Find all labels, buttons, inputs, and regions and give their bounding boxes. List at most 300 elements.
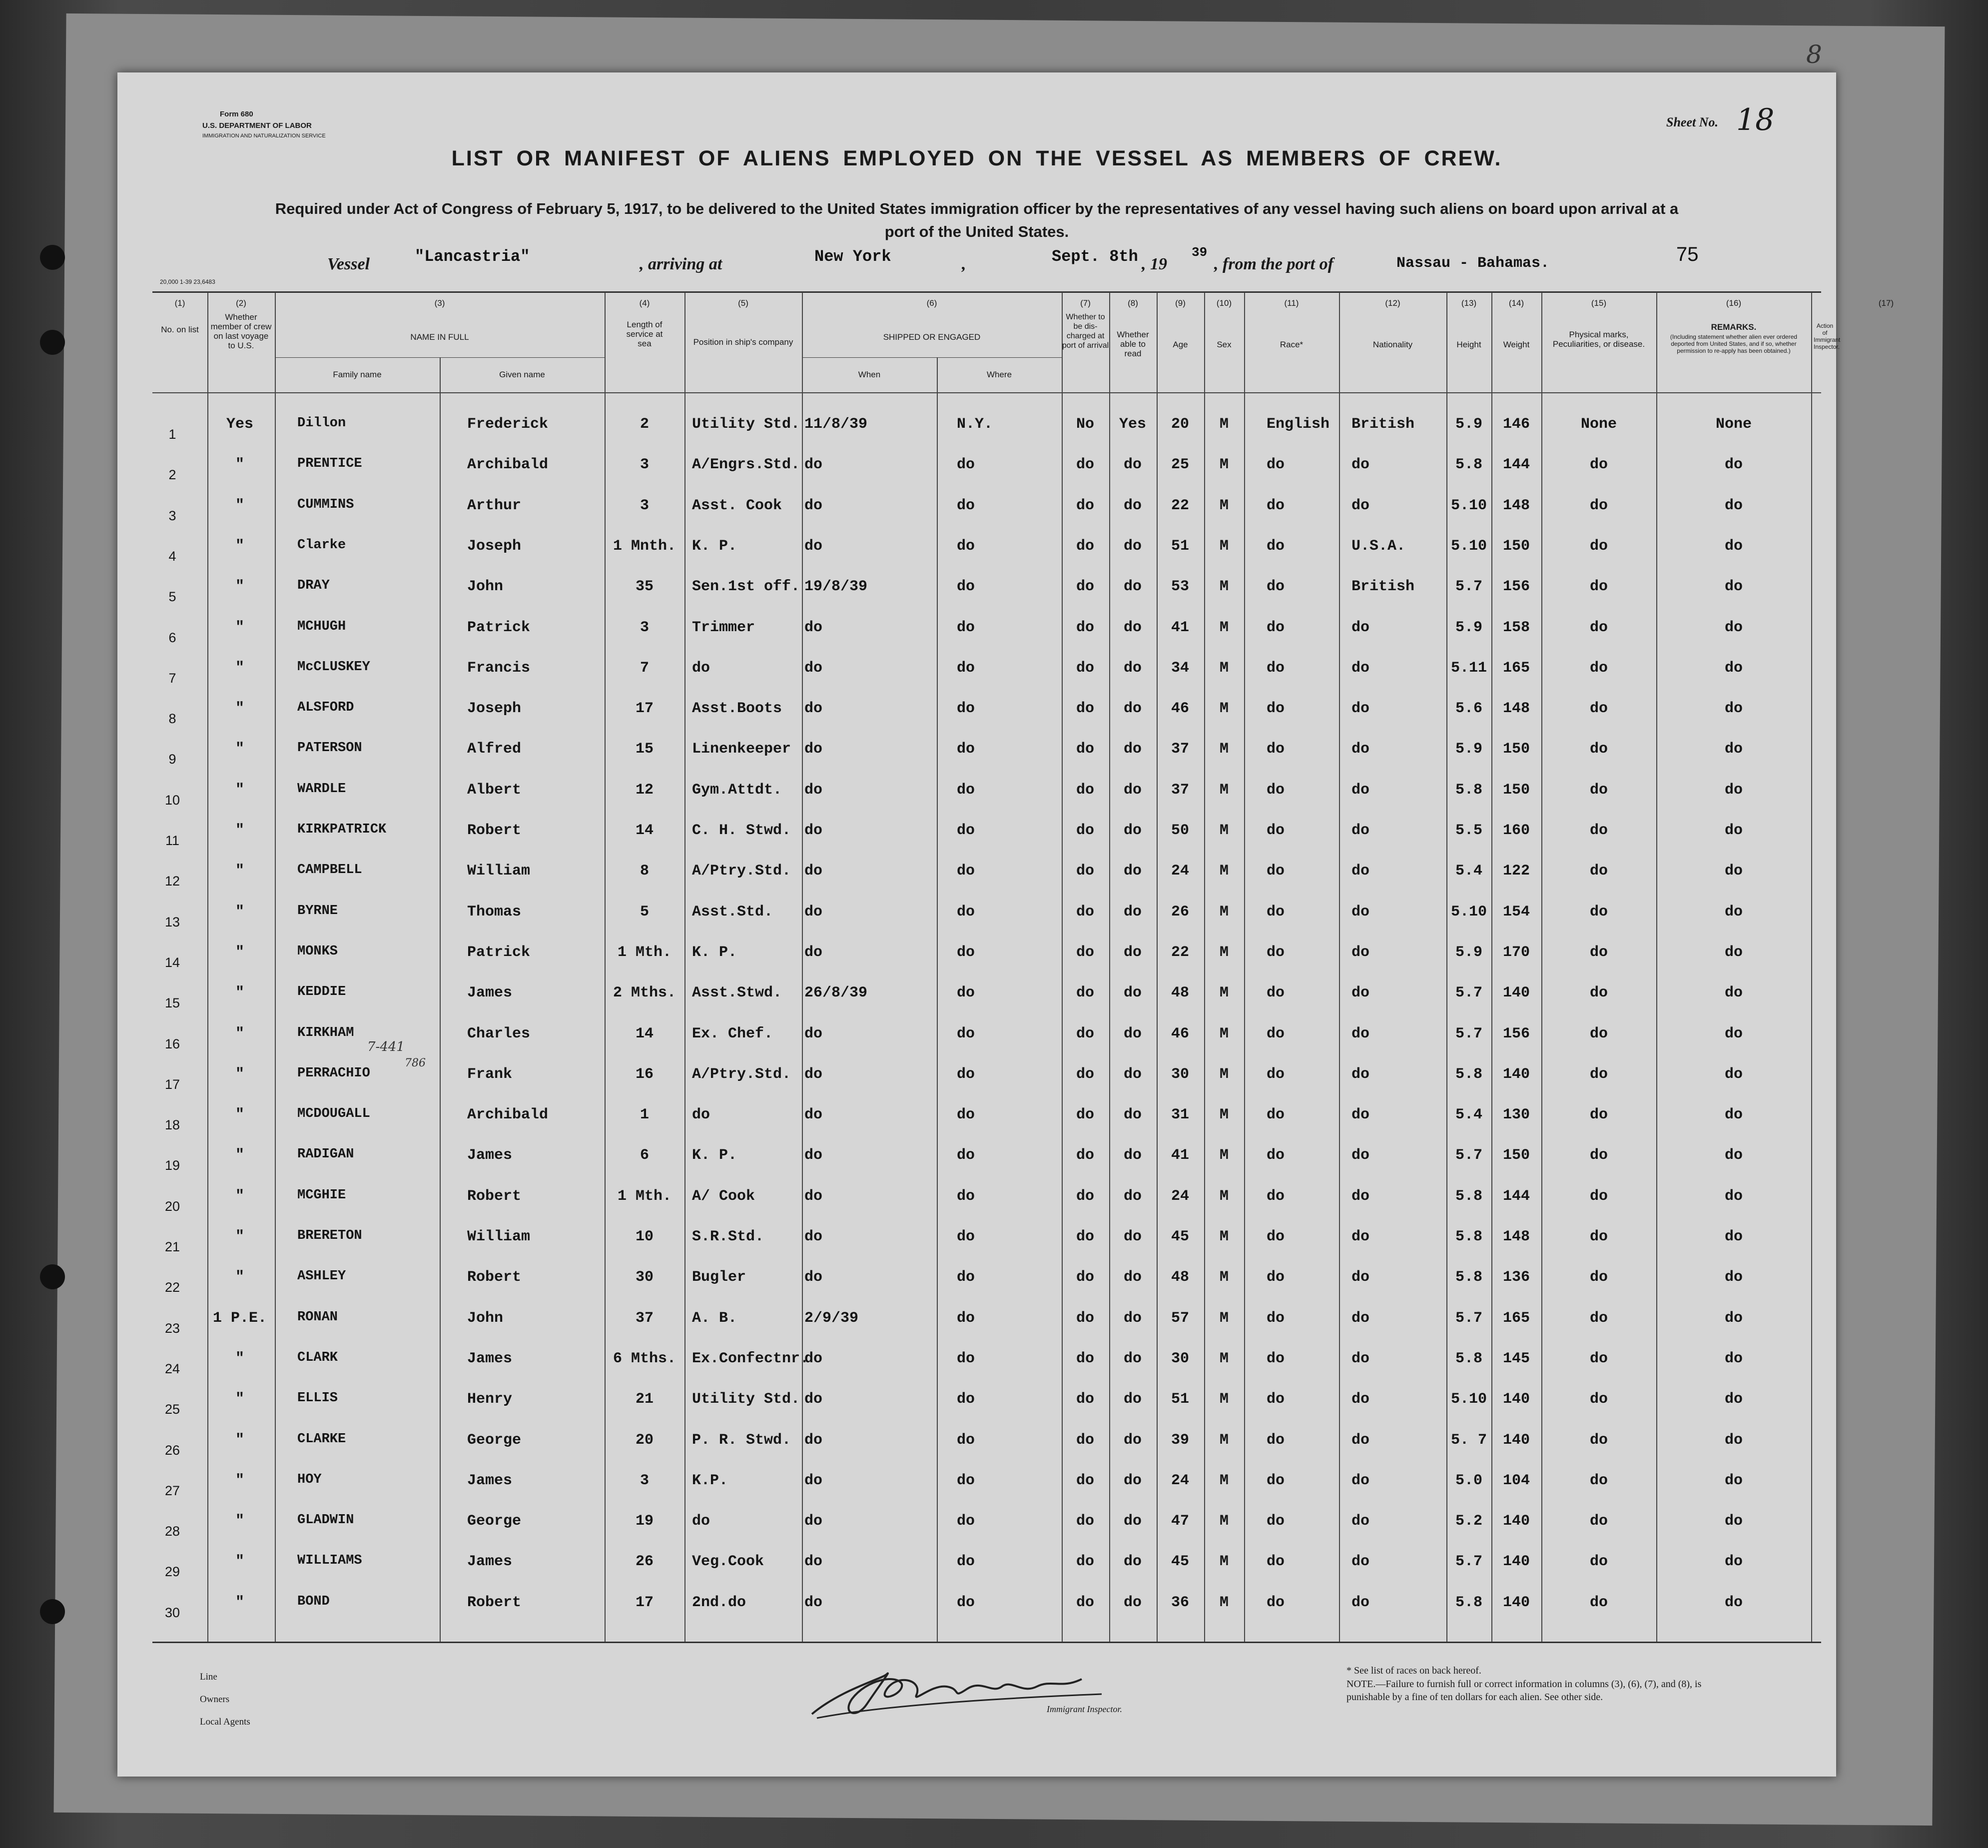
cell-row-number: 15 [164, 995, 180, 1011]
cell-able-to-read: do [1123, 1187, 1142, 1205]
cell-position: A. B. [692, 1309, 737, 1327]
cell-height: 5.7 [1455, 1309, 1482, 1327]
cell-given-name: James [467, 1147, 513, 1164]
cell-physical-marks: do [1589, 781, 1608, 799]
handwritten-annotation-2: 786 [405, 1057, 426, 1069]
col7-num: (7) [1080, 298, 1091, 308]
cell-remarks: do [1724, 1391, 1743, 1408]
cell-age: 36 [1171, 1594, 1189, 1611]
cell-nationality: do [1351, 456, 1370, 474]
cell-height: 5.11 [1450, 659, 1487, 677]
cell-able-to-read: do [1123, 1065, 1142, 1083]
cell-position: Veg.Cook [692, 1553, 764, 1571]
cell-row-number: 3 [168, 508, 176, 523]
cell-able-to-read: do [1123, 1309, 1142, 1327]
cell-weight: 140 [1502, 1065, 1530, 1083]
cell-position: Utility Std. [692, 1391, 800, 1408]
cell-sex: M [1219, 1147, 1229, 1164]
cell-last-voyage: " [235, 1553, 244, 1571]
cell-family-name: Clarke [297, 537, 346, 553]
cell-race: do [1267, 1269, 1285, 1286]
cell-weight: 140 [1502, 984, 1530, 1002]
cell-age: 45 [1171, 1228, 1189, 1245]
cell-shipped-when: 26/8/39 [804, 984, 868, 1002]
cell-remarks: do [1724, 1350, 1743, 1367]
cell-position: K.P. [692, 1472, 728, 1489]
cell-remarks: do [1724, 1472, 1743, 1489]
cell-row-number: 2 [168, 467, 176, 483]
col12-num: (12) [1385, 298, 1400, 308]
cell-remarks: do [1724, 537, 1743, 555]
cell-shipped-when: do [804, 1147, 823, 1164]
cell-sex: M [1219, 863, 1229, 880]
cell-remarks: do [1724, 1228, 1743, 1245]
cell-length-of-service: 1 Mth. [617, 1187, 672, 1205]
cell-able-to-read: do [1123, 943, 1142, 961]
cell-length-of-service: 3 [640, 456, 649, 474]
cell-discharged: do [1076, 1553, 1094, 1571]
cell-last-voyage: " [235, 1350, 244, 1367]
cell-given-name: John [467, 578, 504, 596]
cell-discharged: do [1076, 700, 1094, 718]
cell-position: Bugler [692, 1269, 746, 1286]
cell-discharged: do [1076, 943, 1094, 961]
cell-remarks: do [1724, 1269, 1743, 1286]
table-top-rule [152, 291, 1821, 293]
cell-row-number: 23 [164, 1320, 180, 1336]
cell-last-voyage: " [235, 1431, 244, 1449]
vessel-name: "Lancastria" [415, 247, 530, 266]
cell-race: do [1267, 537, 1285, 555]
cell-family-name: Dillon [297, 416, 346, 431]
cell-family-name: GLADWIN [297, 1513, 354, 1528]
cell-shipped-where: do [957, 1106, 975, 1124]
arrival-date: Sept. 8th [1052, 247, 1138, 266]
cell-race: do [1267, 741, 1285, 758]
cell-discharged: do [1076, 1187, 1094, 1205]
cell-shipped-where: do [957, 578, 975, 596]
cell-row-number: 25 [164, 1402, 180, 1417]
cell-sex: M [1219, 1594, 1229, 1611]
cell-able-to-read: do [1123, 1106, 1142, 1124]
cell-height: 5.9 [1455, 741, 1482, 758]
col12-label: Nationality [1372, 340, 1413, 349]
cell-age: 57 [1171, 1309, 1189, 1327]
line-label: Line [200, 1672, 217, 1682]
cell-shipped-where: do [957, 741, 975, 758]
cell-race: do [1267, 943, 1285, 961]
cell-length-of-service: 14 [635, 1025, 654, 1042]
col6-when-label: When [858, 370, 881, 379]
cell-given-name: Alfred [467, 741, 522, 758]
cell-length-of-service: 14 [635, 822, 654, 839]
cell-row-number: 17 [164, 1076, 180, 1092]
cell-race: do [1267, 1106, 1285, 1124]
cell-sex: M [1219, 903, 1229, 921]
cell-able-to-read: do [1123, 537, 1142, 555]
cell-family-name: RONAN [297, 1309, 338, 1325]
cell-length-of-service: 8 [640, 863, 649, 880]
cell-sex: M [1219, 537, 1229, 555]
cell-remarks: do [1724, 619, 1743, 636]
cell-position: Utility Std. [692, 416, 800, 433]
owners-label: Owners [200, 1694, 230, 1705]
cell-discharged: do [1076, 619, 1094, 636]
cell-race: do [1267, 822, 1285, 839]
corner-mark: 8 [1806, 40, 1822, 69]
year-suffix: 39 [1192, 245, 1208, 260]
cell-position: Ex.Confectnr. [692, 1350, 809, 1367]
cell-able-to-read: do [1123, 903, 1142, 921]
cell-remarks: do [1724, 659, 1743, 677]
cell-weight: 156 [1502, 578, 1530, 596]
col-divider [802, 292, 803, 1642]
cell-race: do [1267, 619, 1285, 636]
cell-row-number: 21 [164, 1239, 180, 1254]
cell-length-of-service: 10 [635, 1228, 654, 1245]
cell-family-name: ELLIS [297, 1391, 338, 1406]
cell-sex: M [1219, 1431, 1229, 1449]
col-divider [937, 357, 938, 1642]
col-divider [1339, 292, 1340, 1642]
cell-shipped-where: do [957, 1025, 975, 1042]
cell-nationality: do [1351, 1025, 1370, 1042]
cell-given-name: Patrick [467, 619, 531, 636]
cell-row-number: 19 [164, 1158, 180, 1173]
cell-height: 5.8 [1455, 1594, 1482, 1611]
cell-position: Linenkeeper [692, 741, 791, 758]
col6-where-label: Where [986, 370, 1012, 379]
cell-length-of-service: 1 Mth. [617, 943, 672, 961]
cell-race: do [1267, 1025, 1285, 1042]
arriving-label: , arriving at [640, 255, 722, 273]
col3-num: (3) [434, 298, 445, 308]
cell-shipped-when: do [804, 781, 823, 799]
col-divider [440, 357, 441, 1642]
cell-shipped-when: do [804, 700, 823, 718]
table-bottom-rule [152, 1642, 1821, 1643]
cell-sex: M [1219, 659, 1229, 677]
cell-nationality: do [1351, 659, 1370, 677]
handwritten-annotation-1: 7-441 [367, 1039, 405, 1054]
cell-nationality: do [1351, 984, 1370, 1002]
cell-family-name: ALSFORD [297, 700, 354, 716]
cell-position: C. H. Stwd. [692, 822, 791, 839]
cell-sex: M [1219, 741, 1229, 758]
cell-race: English [1267, 416, 1330, 433]
cell-remarks: do [1724, 943, 1743, 961]
cell-given-name: Joseph [467, 700, 522, 718]
cell-shipped-where: do [957, 1472, 975, 1489]
cell-age: 48 [1171, 984, 1189, 1002]
cell-shipped-where: do [957, 1228, 975, 1245]
cell-sex: M [1219, 1025, 1229, 1042]
local-agents-label: Local Agents [200, 1717, 250, 1727]
cell-discharged: do [1076, 1594, 1094, 1611]
cell-discharged: do [1076, 659, 1094, 677]
cell-discharged: do [1076, 1147, 1094, 1164]
cell-shipped-when: do [804, 741, 823, 758]
cell-discharged: do [1076, 1391, 1094, 1408]
cell-age: 47 [1171, 1513, 1189, 1530]
cell-row-number: 16 [164, 1036, 180, 1051]
cell-row-number: 6 [168, 630, 176, 645]
col16-label: REMARKS. [1711, 322, 1757, 332]
col6-num: (6) [926, 298, 937, 308]
cell-sex: M [1219, 1187, 1229, 1205]
cell-length-of-service: 30 [635, 1269, 654, 1286]
cell-shipped-where: do [957, 984, 975, 1002]
cell-shipped-where: do [957, 456, 975, 474]
cell-nationality: do [1351, 863, 1370, 880]
cell-remarks: do [1724, 1594, 1743, 1611]
cell-position: Gym.Attdt. [692, 781, 782, 799]
cell-position: 2nd.do [692, 1594, 746, 1611]
cell-discharged: do [1076, 822, 1094, 839]
cell-age: 51 [1171, 537, 1189, 555]
cell-able-to-read: do [1123, 781, 1142, 799]
cell-remarks: do [1724, 1147, 1743, 1164]
cell-sex: M [1219, 1472, 1229, 1489]
col4-label: Length of service at sea [626, 320, 663, 348]
cell-race: do [1267, 1147, 1285, 1164]
cell-race: do [1267, 1228, 1285, 1245]
cell-length-of-service: 16 [635, 1065, 654, 1083]
col14-num: (14) [1508, 298, 1524, 308]
cell-length-of-service: 17 [635, 1594, 654, 1611]
cell-shipped-when: do [804, 1269, 823, 1286]
cell-row-number: 13 [164, 914, 180, 929]
cell-family-name: KEDDIE [297, 984, 346, 1000]
cell-remarks: do [1724, 1187, 1743, 1205]
cell-sex: M [1219, 822, 1229, 839]
cell-last-voyage: " [235, 497, 244, 514]
cell-physical-marks: do [1589, 1553, 1608, 1571]
cell-last-voyage: " [235, 700, 244, 718]
cell-height: 5.8 [1455, 1187, 1482, 1205]
col14-label: Weight [1503, 340, 1530, 349]
cell-sex: M [1219, 1269, 1229, 1286]
cell-family-name: HOY [297, 1472, 322, 1487]
cell-sex: M [1219, 416, 1229, 433]
cell-shipped-when: do [804, 1513, 823, 1530]
cell-discharged: do [1076, 1025, 1094, 1042]
cell-last-voyage: " [235, 1228, 244, 1245]
binder-hole [40, 330, 65, 355]
cell-row-number: 18 [164, 1117, 180, 1133]
cell-height: 5.7 [1455, 1025, 1482, 1042]
cell-given-name: Robert [467, 1269, 522, 1286]
cell-race: do [1267, 497, 1285, 514]
cell-row-number: 11 [165, 833, 180, 848]
cell-able-to-read: do [1123, 1147, 1142, 1164]
cell-height: 5.5 [1455, 822, 1482, 839]
cell-age: 34 [1171, 659, 1189, 677]
cell-weight: 165 [1502, 1309, 1530, 1327]
cell-shipped-where: do [957, 619, 975, 636]
cell-length-of-service: 1 [640, 1106, 649, 1124]
cell-position: A/ Cook [692, 1187, 755, 1205]
cell-remarks: do [1724, 822, 1743, 839]
col16-num: (16) [1726, 298, 1742, 308]
cell-row-number: 14 [164, 954, 180, 970]
cell-length-of-service: 3 [640, 619, 649, 636]
cell-family-name: KIRKHAM [297, 1025, 354, 1040]
cell-sex: M [1219, 1309, 1229, 1327]
cell-shipped-where: N.Y. [957, 416, 993, 433]
cell-row-number: 28 [164, 1524, 180, 1539]
cell-length-of-service: 1 Mnth. [613, 537, 676, 555]
cell-position: K. P. [692, 1147, 737, 1164]
cell-last-voyage: " [235, 1269, 244, 1286]
cell-age: 22 [1171, 497, 1189, 514]
cell-physical-marks: do [1589, 578, 1608, 596]
cell-last-voyage: " [235, 984, 244, 1002]
cell-remarks: do [1724, 700, 1743, 718]
cell-weight: 148 [1502, 1228, 1530, 1245]
cell-race: do [1267, 1391, 1285, 1408]
cell-race: do [1267, 863, 1285, 880]
col13-label: Height [1456, 340, 1481, 349]
cell-age: 37 [1171, 781, 1189, 799]
cell-length-of-service: 7 [640, 659, 649, 677]
cell-race: do [1267, 1309, 1285, 1327]
cell-height: 5.9 [1455, 416, 1482, 433]
cell-nationality: do [1351, 903, 1370, 921]
cell-shipped-where: do [957, 1147, 975, 1164]
cell-able-to-read: do [1123, 863, 1142, 880]
cell-shipped-where: do [957, 1187, 975, 1205]
col17-num: (17) [1878, 298, 1894, 308]
cell-length-of-service: 21 [635, 1391, 654, 1408]
cell-nationality: British [1351, 578, 1415, 596]
cell-family-name: WILLIAMS [297, 1553, 362, 1569]
cell-age: 24 [1171, 1187, 1189, 1205]
cell-row-number: 10 [164, 792, 180, 808]
cell-age: 41 [1171, 619, 1189, 636]
cell-remarks: do [1724, 497, 1743, 514]
cell-age: 51 [1171, 1391, 1189, 1408]
cell-row-number: 12 [164, 874, 180, 889]
cell-discharged: do [1076, 1513, 1094, 1530]
cell-length-of-service: 35 [635, 578, 654, 596]
cell-remarks: None [1715, 416, 1752, 433]
cell-discharged: do [1076, 1350, 1094, 1367]
cell-shipped-when: do [804, 822, 823, 839]
from-port-label: , from the port of [1214, 255, 1333, 273]
cell-given-name: James [467, 984, 513, 1002]
cell-given-name: Frederick [467, 416, 549, 433]
cell-height: 5.10 [1450, 537, 1487, 555]
cell-discharged: do [1076, 1228, 1094, 1245]
cell-family-name: BYRNE [297, 903, 338, 919]
cell-sex: M [1219, 1065, 1229, 1083]
cell-discharged: No [1076, 416, 1094, 433]
cell-row-number: 26 [164, 1442, 180, 1458]
col15-num: (15) [1591, 298, 1607, 308]
form-number: Form 680 [220, 110, 253, 118]
cell-given-name: William [467, 1228, 531, 1245]
cell-height: 5.7 [1455, 1553, 1482, 1571]
cell-race: do [1267, 659, 1285, 677]
col16-sublabel: (Including statement whether alien ever ordered deported from United States, and if so, whether permission to re-apply has been obtained.) [1670, 333, 1798, 354]
sheet-label: Sheet No. [1666, 115, 1718, 129]
cell-last-voyage: " [235, 741, 244, 758]
cell-able-to-read: do [1123, 741, 1142, 758]
cell-physical-marks: do [1589, 1228, 1608, 1245]
cell-given-name: William [467, 863, 531, 880]
cell-shipped-where: do [957, 1553, 975, 1571]
cell-length-of-service: 3 [640, 1472, 649, 1489]
col6-label: SHIPPED OR ENGAGED [883, 332, 981, 342]
cell-physical-marks: do [1589, 1594, 1608, 1611]
cell-able-to-read: do [1123, 822, 1142, 839]
col-divider [1656, 292, 1657, 1642]
cell-race: do [1267, 1187, 1285, 1205]
cell-able-to-read: do [1123, 456, 1142, 474]
cell-weight: 160 [1502, 822, 1530, 839]
from-port: Nassau - Bahamas. [1396, 255, 1550, 272]
cell-nationality: do [1351, 741, 1370, 758]
cell-shipped-when: do [804, 1187, 823, 1205]
cell-row-number: 7 [168, 670, 176, 686]
cell-nationality: U.S.A. [1351, 537, 1406, 555]
cell-nationality: do [1351, 1472, 1370, 1489]
col11-label: Race* [1280, 340, 1304, 349]
cell-age: 39 [1171, 1431, 1189, 1449]
cell-position: do [692, 659, 710, 677]
cell-physical-marks: do [1589, 1309, 1608, 1327]
cell-given-name: Arthur [467, 497, 522, 514]
cell-given-name: James [467, 1472, 513, 1489]
cell-nationality: do [1351, 497, 1370, 514]
cell-family-name: CLARK [297, 1350, 338, 1365]
cell-remarks: do [1724, 781, 1743, 799]
cell-shipped-when: do [804, 1065, 823, 1083]
cell-remarks: do [1724, 1025, 1743, 1042]
cell-position: A/Engrs.Std. [692, 456, 800, 474]
cell-family-name: DRAY [297, 578, 330, 594]
cell-age: 30 [1171, 1350, 1189, 1367]
cell-physical-marks: do [1589, 659, 1608, 677]
cell-physical-marks: do [1589, 1391, 1608, 1408]
cell-weight: 144 [1502, 456, 1530, 474]
cell-shipped-when: do [804, 1025, 823, 1042]
cell-sex: M [1219, 984, 1229, 1002]
cell-shipped-when: do [804, 659, 823, 677]
cell-given-name: Patrick [467, 943, 531, 961]
cell-physical-marks: None [1580, 416, 1617, 433]
cell-last-voyage: " [235, 863, 244, 880]
cell-weight: 140 [1502, 1391, 1530, 1408]
print-code: 20,000 1-39 23,6483 [160, 278, 215, 285]
cell-family-name: BOND [297, 1594, 330, 1609]
cell-height: 5.10 [1450, 497, 1487, 514]
cell-discharged: do [1076, 1269, 1094, 1286]
cell-weight: 148 [1502, 700, 1530, 718]
cell-sex: M [1219, 943, 1229, 961]
cell-discharged: do [1076, 863, 1094, 880]
cell-shipped-when: do [804, 1391, 823, 1408]
cell-row-number: 27 [164, 1483, 180, 1498]
cell-shipped-where: do [957, 1594, 975, 1611]
cell-weight: 122 [1502, 863, 1530, 880]
cell-age: 48 [1171, 1269, 1189, 1286]
cell-shipped-when: do [804, 1350, 823, 1367]
cell-length-of-service: 20 [635, 1431, 654, 1449]
cell-age: 45 [1171, 1553, 1189, 1571]
cell-discharged: do [1076, 781, 1094, 799]
